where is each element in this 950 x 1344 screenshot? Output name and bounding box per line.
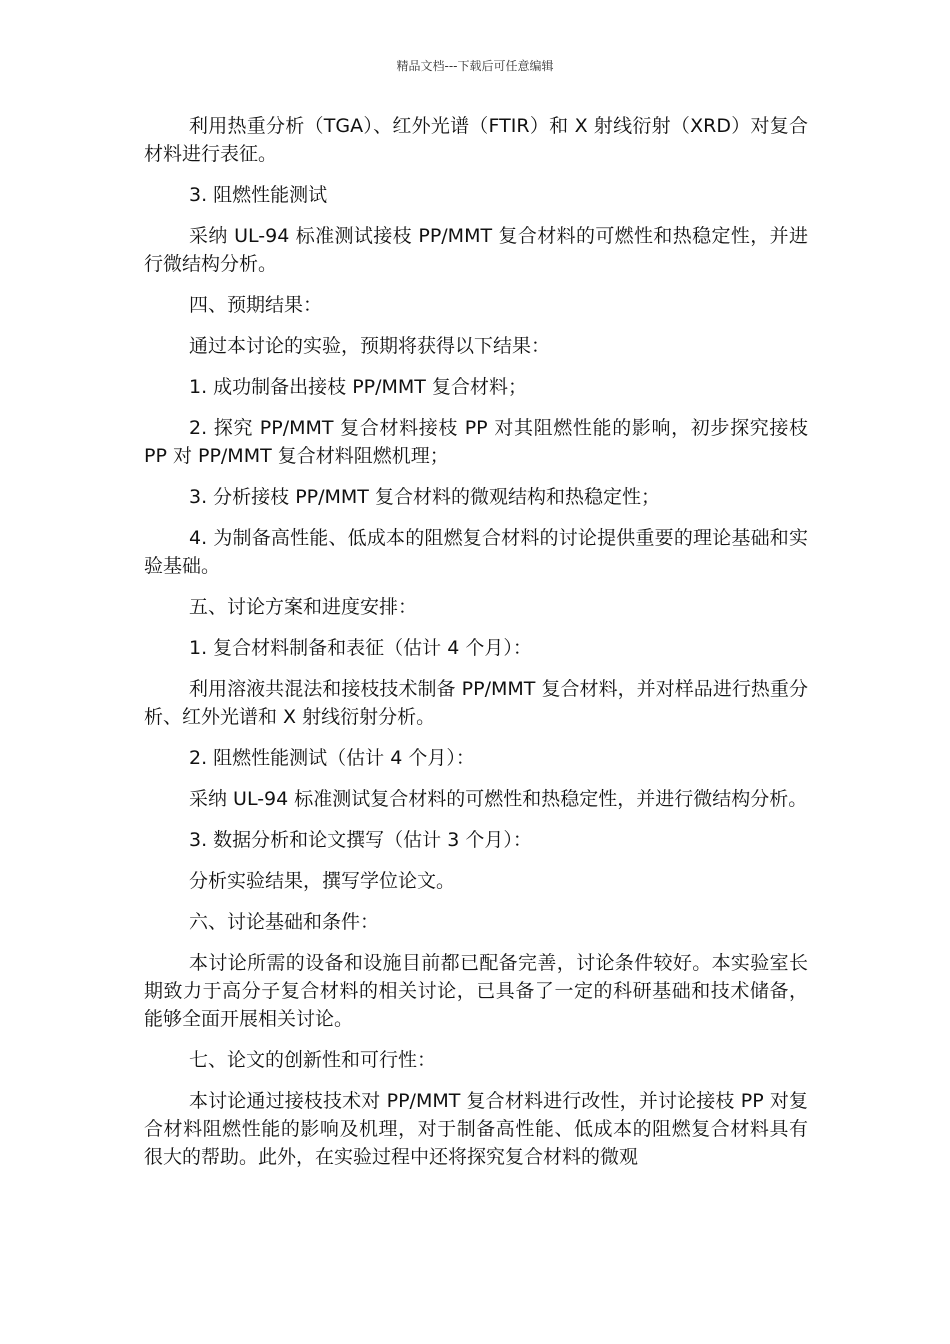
list-item: 2. 探究 PP/MMT 复合材料接枝 PP 对其阻燃性能的影响，初步探究接枝 PP 对 PP/MMT 复合材料阻燃机理； <box>144 417 808 467</box>
section-plan-heading: 五、讨论方案和进度安排： <box>189 596 418 618</box>
plan-step-text: 利用溶液共混法和接枝技术制备 PP/MMT 复合材料，并对样品进行热重分析、红外光谱和 X 射线衍射分析。 <box>144 678 808 728</box>
plan-step-heading: 2. 阻燃性能测试（估计 4 个月）： <box>189 747 475 769</box>
paragraph-flame-test: 采纳 UL-94 标准测试接枝 PP/MMT 复合材料的可燃性和热稳定性，并进行微结构分析。 <box>144 225 808 275</box>
paragraph-characterization: 利用热重分析（TGA）、红外光谱（FTIR）和 X 射线衍射（XRD）对复合材料进行表征。 <box>144 115 808 165</box>
paragraph-expected-intro: 通过本讨论的实验，预期将获得以下结果： <box>189 335 551 357</box>
plan-step-heading: 3. 数据分析和论文撰写（估计 3 个月）： <box>189 829 532 851</box>
page-header: 精品文档---下载后可任意编辑 <box>396 59 554 73</box>
list-item: 1. 成功制备出接枝 PP/MMT 复合材料； <box>189 376 527 398</box>
plan-step-text: 分析实验结果，撰写学位论文。 <box>189 870 456 892</box>
document-body <box>144 112 808 1171</box>
plan-step-heading: 1. 复合材料制备和表征（估计 4 个月）： <box>189 637 532 659</box>
section-foundation-heading: 六、讨论基础和条件： <box>189 911 380 933</box>
section-innovation-heading: 七、论文的创新性和可行性： <box>189 1049 437 1071</box>
plan-step-text: 采纳 UL-94 标准测试复合材料的可燃性和热稳定性，并进行微结构分析。 <box>189 788 808 810</box>
section-expected-results-heading: 四、预期结果： <box>189 294 323 316</box>
list-item: 3. 分析接枝 PP/MMT 复合材料的微观结构和热稳定性； <box>189 486 660 508</box>
section-flame-test-heading: 3. 阻燃性能测试 <box>189 184 328 206</box>
paragraph-innovation: 本讨论通过接枝技术对 PP/MMT 复合材料进行改性，并讨论接枝 PP 对复合材料阻燃性能的影响及机理，对于制备高性能、低成本的阻燃复合材料具有很大的帮助。此外，在实验过程中还将探究复合材料的微观 <box>144 1090 808 1168</box>
list-item: 4. 为制备高性能、低成本的阻燃复合材料的讨论提供重要的理论基础和实验基础。 <box>144 527 808 577</box>
paragraph-foundation: 本讨论所需的设备和设施目前都已配备完善，讨论条件较好。本实验室长期致力于高分子复合材料的相关讨论，已具备了一定的科研基础和技术储备，能够全面开展相关讨论。 <box>144 952 808 1030</box>
